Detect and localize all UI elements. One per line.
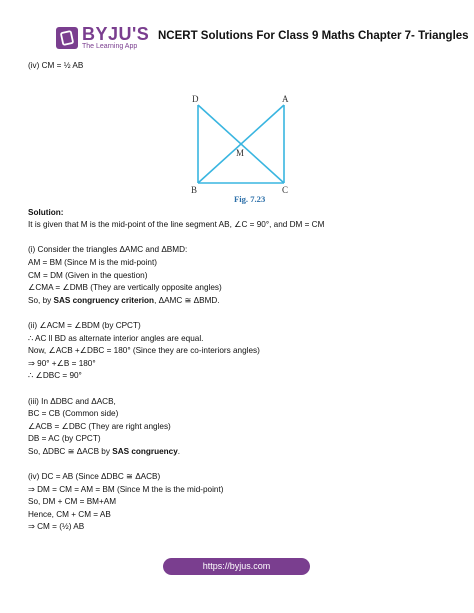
label-A: A — [282, 93, 289, 104]
label-D: D — [192, 93, 199, 104]
part2-line2: ∴ AC ll BD as alternate interior angles are equal. — [28, 333, 204, 343]
part1-line3: CM = DM (Given in the question) — [28, 270, 148, 280]
part1-line1: (i) Consider the triangles ΔAMC and ΔBMD: — [28, 245, 188, 255]
part3-line4: DB = AC (by CPCT) — [28, 434, 101, 444]
part4-line2: ⇒ DM = CM = AM = BM (Since M the is the mid-point) — [28, 484, 224, 494]
brand-tagline: The Learning App — [82, 43, 138, 50]
solution-intro: It is given that M is the mid-point of the line segment AB, ∠C = 90°, and DM = CM — [28, 220, 325, 230]
part3-line2: BC = CB (Common side) — [28, 409, 119, 419]
part4-line5: ⇒ CM = (½) AB — [28, 522, 85, 532]
triangle-figure — [28, 73, 448, 207]
label-B: B — [191, 184, 198, 193]
page-header — [0, 0, 474, 60]
part3-line5: So, ΔDBC ≅ ΔACB by SAS congruency. — [28, 446, 181, 456]
question-text: (iv) CM = ½ AB — [28, 61, 84, 70]
figure-caption: Fig. 7.23 — [234, 193, 266, 204]
logo-icon — [56, 27, 78, 49]
part2-line1: (ii) ∠ACM = ∠BDM (by CPCT) — [28, 320, 141, 330]
part1-line4: ∠CMA = ∠DMB (They are vertically opposite angles) — [28, 283, 222, 293]
document-body — [28, 60, 448, 534]
part4-line4: Hence, CM + CM = AB — [28, 509, 111, 519]
brand-name: BYJU'S — [82, 24, 150, 44]
part4-line3: So, DM + CM = BM+AM — [28, 497, 117, 507]
label-M: M — [236, 147, 245, 158]
part1-line5: So, by SAS congruency criterion, ΔAMC ≅ ΔBMD. — [28, 295, 220, 305]
solution-heading: Solution: — [28, 207, 64, 217]
triangle-diagram — [188, 93, 298, 193]
label-C: C — [282, 184, 289, 193]
page-title: NCERT Solutions For Class 9 Maths Chapter 7- Triangles — [158, 30, 469, 42]
footer-link[interactable]: https://byjus.com — [163, 558, 310, 575]
part2-line4: ⇒ 90° +∠B = 180° — [28, 358, 96, 368]
part2-line5: ∴ ∠DBC = 90° — [28, 371, 82, 381]
part1-line2: AM = BM (Since M is the mid-point) — [28, 257, 157, 267]
part3-line3: ∠ACB = ∠DBC (They are right angles) — [28, 421, 171, 431]
part3-line1: (iii) In ΔDBC and ΔACB, — [28, 396, 116, 406]
part2-line3: Now, ∠ACB +∠DBC = 180° (Since they are co-interiors angles) — [28, 346, 260, 356]
byjus-logo — [56, 26, 164, 54]
part4-line1: (iv) DC = AB (Since ΔDBC ≅ ΔACB) — [28, 472, 161, 482]
